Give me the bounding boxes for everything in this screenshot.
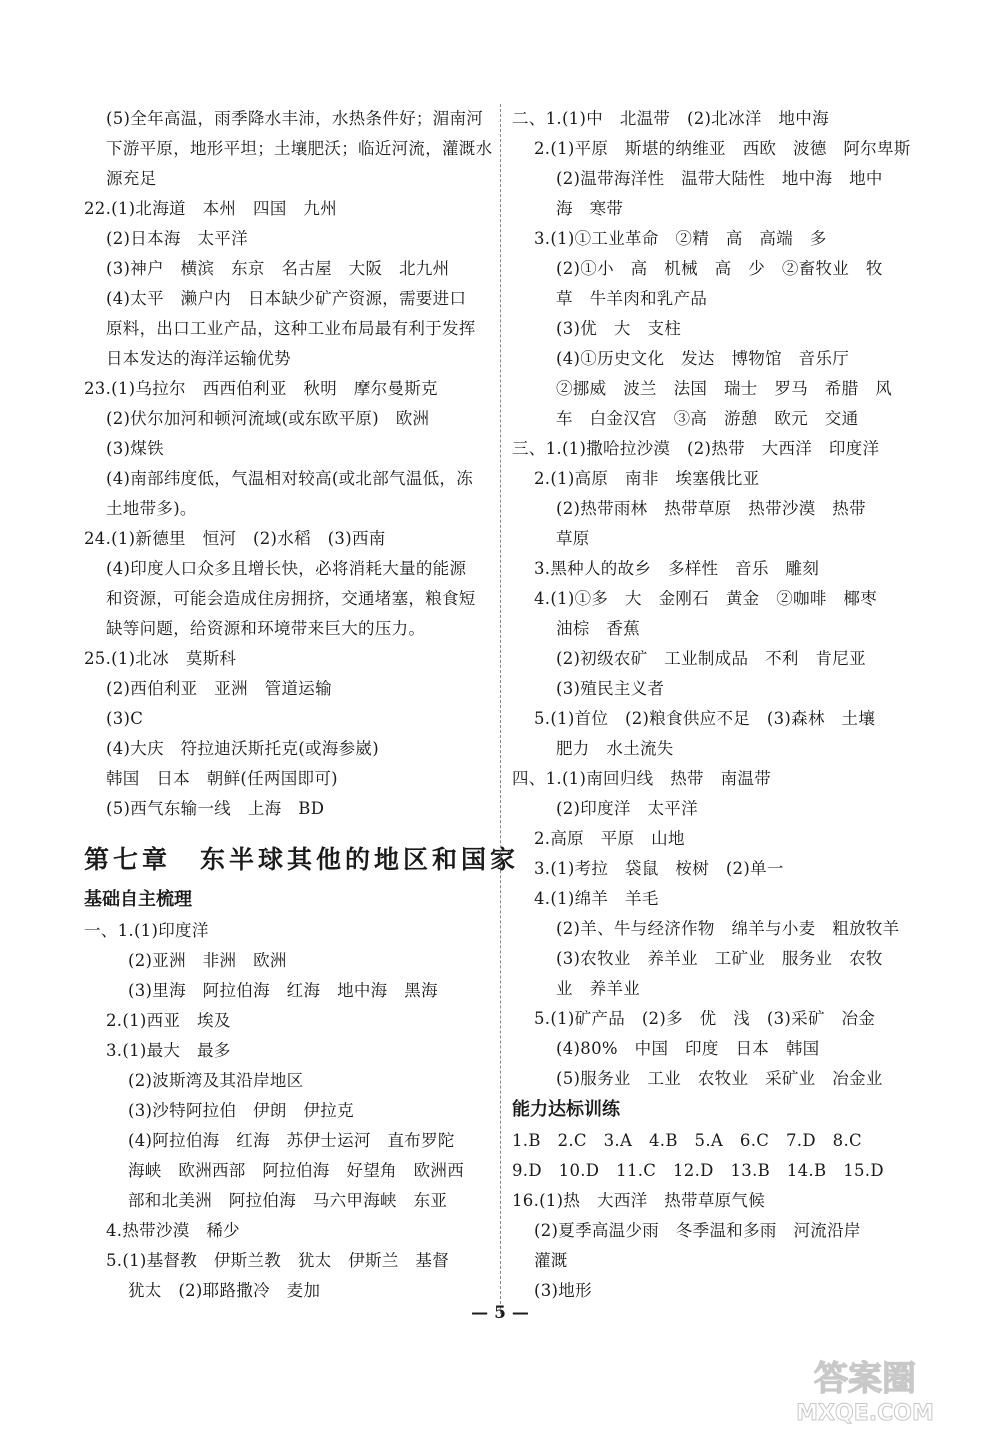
answer-line: (3)农牧业 养羊业 工矿业 服务业 农牧: [556, 949, 883, 968]
left-answer-list: [84, 104, 494, 824]
section-heading-ability: 能力达标训练: [512, 1099, 620, 1120]
answer-line: 2.(1)平原 斯堪的纳维亚 西欧 波德 阿尔卑斯: [534, 139, 911, 158]
answer-line: 业 养羊业: [556, 979, 640, 998]
answer-line: 原料，出口工业产品，这种工业布局最有利于发挥: [106, 319, 476, 338]
answer-line: 3.(1)最大 最多: [106, 1041, 231, 1060]
left-answer-list-2: [84, 916, 494, 1306]
answer-line: (4)①历史文化 发达 博物馆 音乐厅: [556, 349, 850, 368]
answer-line: 9.D 10.D 11.C 12.D 13.B 14.B 15.D: [512, 1161, 884, 1180]
answer-line: 犹太 (2)耶路撒冷 麦加: [128, 1281, 321, 1300]
answer-line: 肥力 水土流失: [556, 739, 674, 758]
answer-line: 草原: [556, 529, 590, 548]
answer-line: 22.(1)北海道 本州 四国 九州: [84, 199, 338, 218]
answer-line: 和资源，可能会造成住房拥挤，交通堵塞，粮食短: [106, 589, 476, 608]
answer-line: (2)①小 高 机械 高 少 ②畜牧业 牧: [556, 259, 883, 278]
answer-line: 23.(1)乌拉尔 西西伯利亚 秋明 摩尔曼斯克: [84, 379, 438, 398]
answer-line: (3)煤铁: [106, 439, 164, 458]
answer-line: (2)羊、牛与经济作物 绵羊与小麦 粗放牧羊: [556, 919, 900, 938]
answer-line: (2)热带雨林 热带草原 热带沙漠 热带: [556, 499, 866, 518]
answer-line: 部和北美洲 阿拉伯海 马六甲海峡 东亚: [128, 1191, 448, 1210]
answer-line: 海峡 欧洲西部 阿拉伯海 好望角 欧洲西: [128, 1161, 464, 1180]
answer-line: (2)西伯利亚 亚洲 管道运输: [106, 679, 332, 698]
answer-line: 源充足: [106, 169, 157, 188]
section-heading-basic: 基础自主梳理: [84, 889, 192, 910]
right-answer-list: [512, 104, 922, 1094]
answer-line: 车 白金汉宫 ③高 游憩 欧元 交通: [556, 409, 859, 428]
answer-line: 海 寒带: [556, 199, 624, 218]
answer-line: (4)印度人口众多且增长快，必将消耗大量的能源: [106, 559, 467, 578]
answer-line: 16.(1)热 大西洋 热带草原气候: [512, 1191, 766, 1210]
answer-line: (3)神户 横滨 东京 名古屋 大阪 北九州: [106, 259, 450, 278]
answer-line: (5)服务业 工业 农牧业 采矿业 冶金业: [556, 1069, 883, 1088]
answer-line: 1.B 2.C 3.A 4.B 5.A 6.C 7.D 8.C: [512, 1131, 862, 1150]
right-column: [512, 104, 922, 1306]
watermark-logo: [740, 1350, 990, 1430]
answer-line: (3)C: [106, 709, 144, 728]
answer-line: (3)优 大 支柱: [556, 319, 682, 338]
answer-line: (2)亚洲 非洲 欧洲: [128, 951, 287, 970]
answer-line: (2)波斯湾及其沿岸地区: [128, 1071, 304, 1090]
answer-line: 日本发达的海洋运输优势: [106, 349, 291, 368]
answer-line: 25.(1)北冰 莫斯科: [84, 649, 237, 668]
answer-line: 油棕 香蕉: [556, 619, 640, 638]
answer-line: 3.(1)①工业革命 ②精 高 高端 多: [534, 229, 827, 248]
answer-line: (2)伏尔加河和顿河流域(或东欧平原) 欧洲: [106, 409, 430, 428]
svg-text:MXQE.COM: MXQE.COM: [796, 1401, 934, 1426]
answer-line: 3.黑种人的故乡 多样性 音乐 雕刻: [534, 559, 820, 578]
answer-line: (2)初级农矿 工业制成品 不利 肯尼亚: [556, 649, 866, 668]
answer-line: 2.(1)高原 南非 埃塞俄比亚: [534, 469, 760, 488]
answer-line: (2)印度洋 太平洋: [556, 799, 698, 818]
answer-line: (5)全年高温，雨季降水丰沛，水热条件好；湄南河: [106, 109, 484, 128]
answer-line: 草 牛羊肉和乳产品: [556, 289, 708, 308]
answer-line: (2)温带海洋性 温带大陆性 地中海 地中: [556, 169, 883, 188]
answer-line: 24.(1)新德里 恒河 (2)水稻 (3)西南: [84, 529, 386, 548]
answer-line: 一、1.(1)印度洋: [84, 921, 209, 940]
answer-line: (2)日本海 太平洋: [106, 229, 248, 248]
answer-line: (5)西气东输一线 上海 BD: [106, 799, 325, 818]
answer-line: 三、1.(1)撒哈拉沙漠 (2)热带 大西洋 印度洋: [512, 439, 880, 458]
answer-line: 下游平原，地形平坦；土壤肥沃；临近河流，灌溉水: [106, 139, 493, 158]
answer-line: (2)夏季高温少雨 冬季温和多雨 河流沿岸: [534, 1221, 861, 1240]
answer-line: (3)殖民主义者: [556, 679, 665, 698]
answer-line: 4.(1)①多 大 金刚石 黄金 ②咖啡 椰枣: [534, 589, 878, 608]
left-column: [84, 104, 520, 1306]
answer-line: 二、1.(1)中 北温带 (2)北冰洋 地中海: [512, 109, 829, 128]
answer-line: (4)阿拉伯海 红海 苏伊士运河 直布罗陀: [128, 1131, 455, 1150]
answer-line: 韩国 日本 朝鲜(任两国即可): [106, 769, 338, 788]
answer-line: 5.(1)基督教 伊斯兰教 犹太 伊斯兰 基督: [106, 1251, 450, 1270]
answer-line: (4)南部纬度低，气温相对较高(或北部气温低，冻: [106, 469, 474, 488]
answer-line: 5.(1)首位 (2)粮食供应不足 (3)森林 土壤: [534, 709, 876, 728]
answer-line: ②挪威 波兰 法国 瑞士 罗马 希腊 风: [556, 379, 892, 398]
answer-line: 4.(1)绵羊 羊毛: [534, 889, 659, 908]
answer-line: 3.(1)考拉 袋鼠 桉树 (2)单一: [534, 859, 784, 878]
answer-line: 四、1.(1)南回归线 热带 南温带: [512, 769, 772, 788]
answer-line: (4)大庆 符拉迪沃斯托克(或海参崴): [106, 739, 379, 758]
answer-line: (3)沙特阿拉伯 伊朗 伊拉克: [128, 1101, 354, 1120]
answer-line: (3)里海 阿拉伯海 红海 地中海 黑海: [128, 981, 438, 1000]
answer-line: (4)太平 濑户内 日本缺少矿产资源，需要进口: [106, 289, 467, 308]
page-number: — 5 —: [471, 1303, 529, 1323]
answer-line: 缺等问题，给资源和环境带来巨大的压力。: [106, 619, 426, 638]
answer-line: (4)80% 中国 印度 日本 韩国: [556, 1039, 820, 1058]
answer-line: 4.热带沙漠 稀少: [106, 1221, 240, 1240]
column-divider: [500, 104, 501, 1314]
answer-line: 土地带多)。: [106, 499, 197, 518]
answer-line: (3)地形: [534, 1281, 592, 1300]
right-answer-list-2: [512, 1126, 922, 1306]
answer-line: 2.高原 平原 山地: [534, 829, 685, 848]
chapter-title: 第七章 东半球其他的地区和国家: [84, 845, 520, 874]
answer-line: 5.(1)矿产品 (2)多 优 浅 (3)采矿 冶金: [534, 1009, 876, 1028]
answer-line: 2.(1)西亚 埃及: [106, 1011, 231, 1030]
svg-text:答案圈: 答案圈: [814, 1359, 916, 1399]
answer-line: 灌溉: [534, 1251, 568, 1270]
